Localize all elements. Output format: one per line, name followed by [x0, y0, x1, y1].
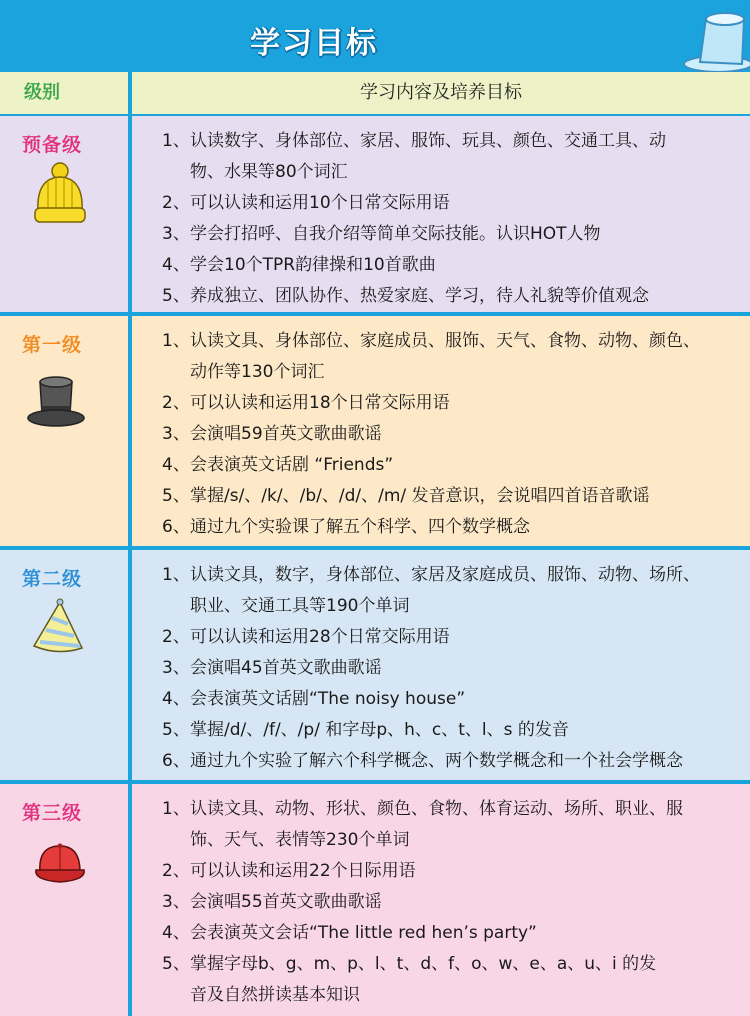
goal-list	[162, 126, 730, 312]
level-name: 预备级	[22, 134, 83, 156]
party-hat-icon	[30, 598, 86, 656]
level-cell	[0, 116, 128, 312]
list-item: 3、会演唱55首英文歌曲歌谣	[162, 892, 382, 912]
level-name: 第二级	[22, 568, 83, 590]
level-column-header: 级别	[0, 72, 128, 114]
list-item: 3、会演唱45首英文歌曲歌谣	[162, 658, 382, 678]
list-item: 1、认读文具、动物、形状、颜色、食物、体育运动、场所、职业、服 饰、天气、表情等230个单词	[162, 799, 683, 850]
list-item: 1、认读文具、身体部位、家庭成员、服饰、天气、食物、动物、颜色、 动作等130个词汇	[162, 331, 700, 382]
content-cell	[132, 784, 750, 1016]
black-top-hat-icon	[26, 374, 86, 428]
list-item: 5、掌握字母b、g、m、p、l、t、d、f、o、w、e、a、u、i 的发 音及自然拼读基本知识	[162, 954, 657, 1005]
level-cell	[0, 784, 128, 1016]
level-row-1	[0, 316, 750, 546]
level-row-3	[0, 784, 750, 1016]
level-row-prep	[0, 116, 750, 312]
list-item: 1、认读数字、身体部位、家居、服饰、玩具、颜色、交通工具、动 物、水果等80个词汇	[162, 131, 666, 182]
blue-top-hat-icon	[680, 6, 750, 72]
content-cell	[132, 550, 750, 780]
content-column-header: 学习内容及培养目标	[132, 72, 750, 114]
list-item: 4、会表演英文话剧“The noisy house”	[162, 689, 466, 709]
goal-list	[162, 794, 730, 1011]
list-item: 3、学会打招呼、自我介绍等简单交际技能。认识HOT人物	[162, 224, 601, 244]
list-item: 6、通过九个实验了解六个科学概念、两个数学概念和一个社会学概念	[162, 751, 683, 771]
yellow-knit-hat-icon	[30, 162, 90, 228]
title-banner	[0, 0, 750, 72]
level-cell	[0, 550, 128, 780]
list-item: 3、会演唱59首英文歌曲歌谣	[162, 424, 382, 444]
list-item: 2、可以认读和运用22个日际用语	[162, 861, 416, 881]
list-item: 2、可以认读和运用28个日常交际用语	[162, 627, 450, 647]
list-item: 4、会表演英文话剧 “Friends”	[162, 455, 394, 475]
goal-list	[162, 326, 730, 543]
red-cap-icon	[30, 840, 88, 886]
list-item: 5、养成独立、团队协作、热爱家庭、学习，待人礼貌等价值观念	[162, 286, 649, 306]
list-item: 2、可以认读和运用18个日常交际用语	[162, 393, 450, 413]
list-item: 6、通过九个实验课了解五个科学、四个数学概念	[162, 517, 530, 537]
list-item: 1、认读文具，数字，身体部位、家居及家庭成员、服饰、动物、场所、 职业、交通工具等190个单词	[162, 565, 700, 616]
page-title: 学习目标	[250, 26, 378, 61]
content-cell	[132, 316, 750, 546]
level-name: 第一级	[22, 334, 83, 356]
list-item: 2、可以认读和运用10个日常交际用语	[162, 193, 450, 213]
level-row-2	[0, 550, 750, 780]
list-item: 5、掌握/d/、/f/、/p/ 和字母p、h、c、t、l、s 的发音	[162, 720, 569, 740]
level-name: 第三级	[22, 802, 83, 824]
list-item: 5、掌握/s/、/k/、/b/、/d/、/m/ 发音意识，会说唱四首语音歌谣	[162, 486, 650, 506]
list-item: 4、学会10个TPR韵律操和10首歌曲	[162, 255, 436, 275]
list-item: 4、会表演英文会话“The little red hen’s party”	[162, 923, 537, 943]
content-cell	[132, 116, 750, 312]
level-cell	[0, 316, 128, 546]
goal-list	[162, 560, 730, 777]
